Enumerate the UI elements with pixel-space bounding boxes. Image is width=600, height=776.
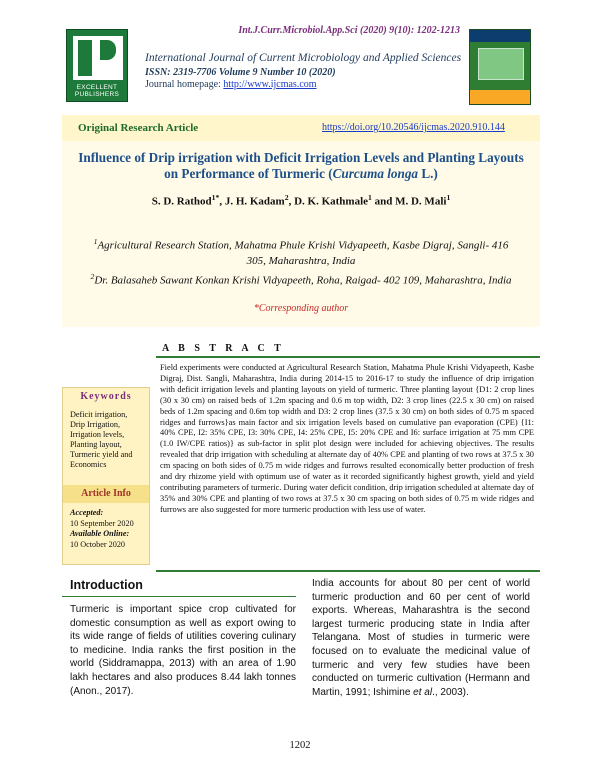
keyword: Drip Irrigation,	[70, 420, 121, 430]
article-info	[70, 508, 150, 550]
journal-cover-image	[469, 29, 531, 105]
doi-link[interactable]: https://doi.org/10.20546/ijcmas.2020.910.144	[322, 122, 505, 133]
keyword: Planting layout,	[70, 440, 122, 450]
intro-left-column: Turmeric is important spice crop cultivated for domestic consumption as well as export owing to its wide range of fields of utilities covering culinary to medicine. India ranks the first position in the world (Siddramappa, 2013) with an area of 1.90 lakh hectares and also produces 8.44 lakh tonnes (Anon., 2017).	[70, 604, 296, 697]
author-list: S. D. Rathod$^{1*}$, J. H. Kadam$^2$, D. K. Kathmale$^1$ and M. D. Mali$^1$	[151, 193, 451, 208]
abstract-heading: A B S T R A C T	[162, 343, 285, 354]
journal-name: International Journal of Current Microbiology and Applied Sciences	[145, 52, 462, 64]
species-name: Curcuma longa	[332, 166, 419, 181]
abstract-rule	[156, 356, 540, 358]
author: S. D. Rathod	[151, 195, 212, 208]
keyword: Irrigation levels,	[70, 430, 125, 440]
article-title: Influence of Drip irrigation with Deficit Irrigation Levels and Planting Layouts on Performance of Turmeric (Curcuma longa L.)	[78, 150, 524, 181]
publisher-logo	[66, 29, 128, 102]
issn-line: ISSN: 2319-7706 Volume 9 Number 10 (2020)	[145, 67, 336, 78]
ep-logo-icon	[73, 36, 123, 80]
keywords-heading: Keywords	[80, 391, 132, 402]
accepted-date: 10 September 2020	[70, 518, 134, 528]
intro-right-column: India accounts for about 80 per cent of world turmeric production and 60 per cent of world exports. Whereas, Maharashtra is the second largest turmeric producing state in India after Telangana. Most of studies in turmeric were focused on to evaluate the medicinal value of turmeric and very few studies have been conducted on turmeric cultivation (Hermann and Martin, 1991; Ishimine et al., 2003).	[312, 578, 530, 698]
abstract-text: Field experiments were conducted at Agricultural Research Station, Mahatma Phule Krishi Vidyapeeth, Kasbe Digraj, Dist. Sangli, Maharashtra, India during 2014-15 to 2016-17 to study the influence of drip irrigation with deficit irrigation levels and planting layouts on yield of turmeric. Three planting layout {D1: 2 crop lines (30 x 30 cm) on raised beds of 1.2m spacing and 0.6 m top width, D2: 3 crop lines (22.5 x 30 cm) on raised beds of 1.2m spacing and 0.6m top width and D3: 2 crop lines (37.5 x 30 cm) on both sides of 0.75 m spaced ridges and furrows}as main factor and six irrigation levels based on cumulative pan evaporation (CPE) {I1: 40% CPE, I2: 35% CPE, I3: 30% CPE, I4: 25% CPE, I5: 20% CPE and I6: surface irrigation at 75 mm CPE (1.0 IW/CPE ratios)} as sub-factor in split plot design were included for achieving objectives. The results revealed that drip irrigation with scheduling at alternate day of 40% CPE and planting of two rows at 37.5 x 30 cm spacing on both sides of 0.75 m wide ridges and furrows resulted economically better production of fresh and dry rhizome yield with optimum use of water as it recorded significantly highest growth, yield and yield contributing parameters of turmeric. During water deficit condition, drip irrigation scheduled at alternate day of 35% and 30% CPE and planting of two rows at 37.5 x 30 cm spacing on both sides of 0.75 m wide ridges and furrows are also suggested for more turmeric production with less use of water.	[160, 363, 534, 514]
author: D. K. Kathmale	[294, 195, 369, 208]
abstract-bottom-rule	[156, 570, 540, 572]
journal-homepage	[145, 79, 317, 90]
keyword: Economics	[70, 460, 107, 470]
affiliations	[90, 234, 512, 288]
keyword: Deficit irrigation,	[70, 410, 128, 419]
keywords-list	[70, 410, 148, 471]
logo-text-2: PUBLISHERS	[74, 91, 120, 98]
affiliation-1: $^1$Agricultural Research Station, Mahatma Phule Krishi Vidyapeeth, Kasbe Digraj, Sangli- 416 305, Maharashtra, India	[93, 237, 509, 267]
homepage-link[interactable]: http://www.ijcmas.com	[223, 79, 317, 90]
journal-citation: Int.J.Curr.Microbiol.App.Sci (2020) 9(10): 1202-1213	[238, 25, 460, 36]
author: J. H. Kadam	[224, 195, 285, 208]
accepted-label: Accepted:	[70, 508, 104, 517]
introduction-rule	[62, 596, 296, 597]
article-type: Original Research Article	[78, 122, 199, 134]
page-number: 1202	[289, 740, 311, 751]
online-date: 10 October 2020	[70, 539, 126, 549]
introduction-heading: Introduction	[70, 578, 143, 592]
logo-text-1: EXCELLENT	[76, 84, 118, 91]
author: M. D. Mali	[395, 195, 447, 208]
keywords-box	[62, 387, 150, 565]
online-label: Available Online:	[70, 529, 130, 539]
affiliation-2: $^2$Dr. Balasaheb Sawant Konkan Krishi Vidyapeeth, Roha, Raigad- 402 109, Maharashtra, India	[90, 271, 512, 287]
article-info-heading: Article Info	[63, 485, 149, 503]
keyword: Turmeric yield and	[70, 450, 133, 460]
corresponding-author: *Corresponding author	[253, 303, 349, 314]
homepage-label: Journal homepage:	[145, 79, 224, 90]
